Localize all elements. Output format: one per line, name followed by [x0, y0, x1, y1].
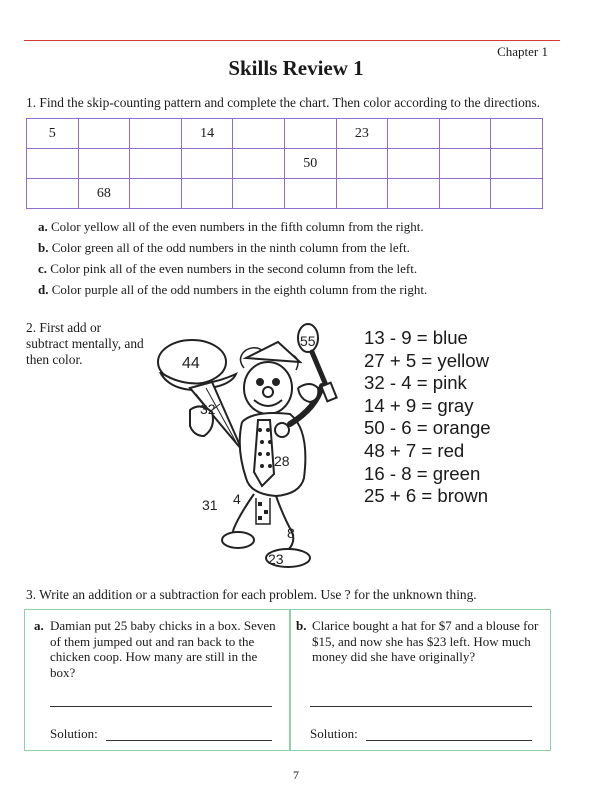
- chart-cell[interactable]: [388, 119, 440, 149]
- clown-coloring-picture: [150, 318, 360, 573]
- picture-number: 44: [182, 355, 200, 372]
- picture-number: 28: [274, 453, 290, 469]
- chart-cell[interactable]: [439, 179, 491, 209]
- chart-cell[interactable]: [388, 149, 440, 179]
- chart-cell[interactable]: [27, 179, 79, 209]
- instruction-text: Color green all of the odd numbers in the ninth column from the left.: [48, 240, 410, 255]
- q1-prompt: 1. Find the skip-counting pattern and complete the chart. Then color according to the directions.: [26, 95, 541, 110]
- chart-cell[interactable]: [284, 179, 336, 209]
- solution-line-b[interactable]: [366, 740, 532, 741]
- chart-row: [27, 149, 543, 179]
- chart-cell[interactable]: [491, 149, 543, 179]
- color-key-equation: 16 - 8 = green: [364, 462, 481, 484]
- lapel-flower[interactable]: [275, 423, 289, 437]
- instruction-letter: c.: [38, 261, 48, 276]
- answer-line-a[interactable]: [50, 706, 272, 707]
- picture-number: 55: [300, 333, 316, 349]
- color-key-equation: 27 + 5 = yellow: [364, 349, 490, 371]
- instruction-b: [38, 240, 410, 256]
- chapter-label: Chapter 1: [497, 44, 548, 59]
- instruction-text: Color pink all of the even numbers in the second column from the left.: [47, 261, 418, 276]
- chart-cell[interactable]: [336, 149, 388, 179]
- left-shoe[interactable]: [222, 532, 254, 548]
- top-rule: [24, 40, 560, 41]
- color-key-equation: 48 + 7 = red: [364, 439, 465, 461]
- chart-cell[interactable]: [233, 179, 285, 209]
- page-title: Skills Review 1: [228, 56, 364, 80]
- skip-count-chart: [26, 118, 543, 209]
- chart-cell[interactable]: [130, 119, 182, 149]
- chart-cell[interactable]: [181, 149, 233, 179]
- chart-row: [27, 119, 543, 149]
- color-key-equation: 32 - 4 = pink: [364, 372, 467, 394]
- problem-letter: b.: [296, 618, 307, 633]
- instruction-letter: d.: [38, 282, 49, 297]
- answer-line-b[interactable]: [310, 706, 532, 707]
- chart-cell[interactable]: [491, 179, 543, 209]
- chart-cell[interactable]: [130, 179, 182, 209]
- instruction-d: [38, 282, 427, 298]
- chart-cell[interactable]: [27, 149, 79, 179]
- chart-cell[interactable]: [78, 119, 130, 149]
- picture-number: 23: [268, 551, 284, 567]
- chart-row: [27, 179, 543, 209]
- chart-cell[interactable]: [233, 119, 285, 149]
- problem-a-text: Damian put 25 baby chicks in a box. Seven of them jumped out and ran back to the chicken coop. How many are still in the box?: [50, 618, 276, 680]
- problem-b-letter: [296, 618, 308, 634]
- chart-cell[interactable]: [439, 119, 491, 149]
- picture-number: 32: [200, 401, 216, 417]
- chart-cell[interactable]: [491, 119, 543, 149]
- problem-a-letter: [34, 618, 46, 634]
- chart-cell[interactable]: [284, 119, 336, 149]
- instruction-letter: a.: [38, 219, 48, 234]
- picture-number: 8: [287, 525, 295, 541]
- right-hand[interactable]: [298, 384, 318, 402]
- q3-prompt: 3. Write an addition or a subtraction for each problem. Use ? for the unknown thing.: [26, 587, 477, 602]
- solution-label-a: Solution:: [50, 726, 98, 741]
- chart-cell[interactable]: [233, 149, 285, 179]
- chart-cell[interactable]: 68: [78, 179, 130, 209]
- problem-b-text: Clarice bought a hat for $7 and a blouse for $15, and now she has $23 left. How much money did she have originally?: [312, 618, 539, 664]
- chart-cell[interactable]: 14: [181, 119, 233, 149]
- instruction-c: [38, 261, 417, 277]
- color-key-equation: 14 + 9 = gray: [364, 394, 474, 416]
- instruction-text: Color purple all of the odd numbers in the eighth column from the right.: [48, 282, 428, 297]
- chart-cell[interactable]: [336, 179, 388, 209]
- instruction-a: [38, 219, 424, 235]
- chart-cell[interactable]: [388, 179, 440, 209]
- instruction-letter: b.: [38, 240, 49, 255]
- instruction-text: Color yellow all of the even numbers in the fifth column from the right.: [47, 219, 424, 234]
- chart-cell[interactable]: [439, 149, 491, 179]
- problem-letter: a.: [34, 618, 44, 633]
- color-key: [364, 327, 491, 508]
- color-key-equation: 25 + 6 = brown: [364, 485, 489, 507]
- color-key-equation: 13 - 9 = blue: [364, 327, 468, 348]
- color-key-equation: 50 - 6 = orange: [364, 417, 491, 439]
- solution-label-b: Solution:: [310, 726, 358, 741]
- chart-cell[interactable]: [181, 179, 233, 209]
- chart-cell[interactable]: [78, 149, 130, 179]
- clown-tie[interactable]: [254, 420, 274, 486]
- picture-number: 31: [202, 497, 218, 513]
- chart-cell[interactable]: 23: [336, 119, 388, 149]
- page-number: 7: [293, 768, 299, 782]
- right-leg[interactable]: [276, 496, 293, 550]
- chart-cell[interactable]: 5: [27, 119, 79, 149]
- q2-prompt: 2. First add or subtract mentally, and then color.: [26, 320, 144, 367]
- solution-line-a[interactable]: [106, 740, 272, 741]
- box-divider: [289, 609, 291, 750]
- chart-cell[interactable]: [130, 149, 182, 179]
- picture-number: 4: [233, 491, 241, 507]
- chart-cell[interactable]: 50: [284, 149, 336, 179]
